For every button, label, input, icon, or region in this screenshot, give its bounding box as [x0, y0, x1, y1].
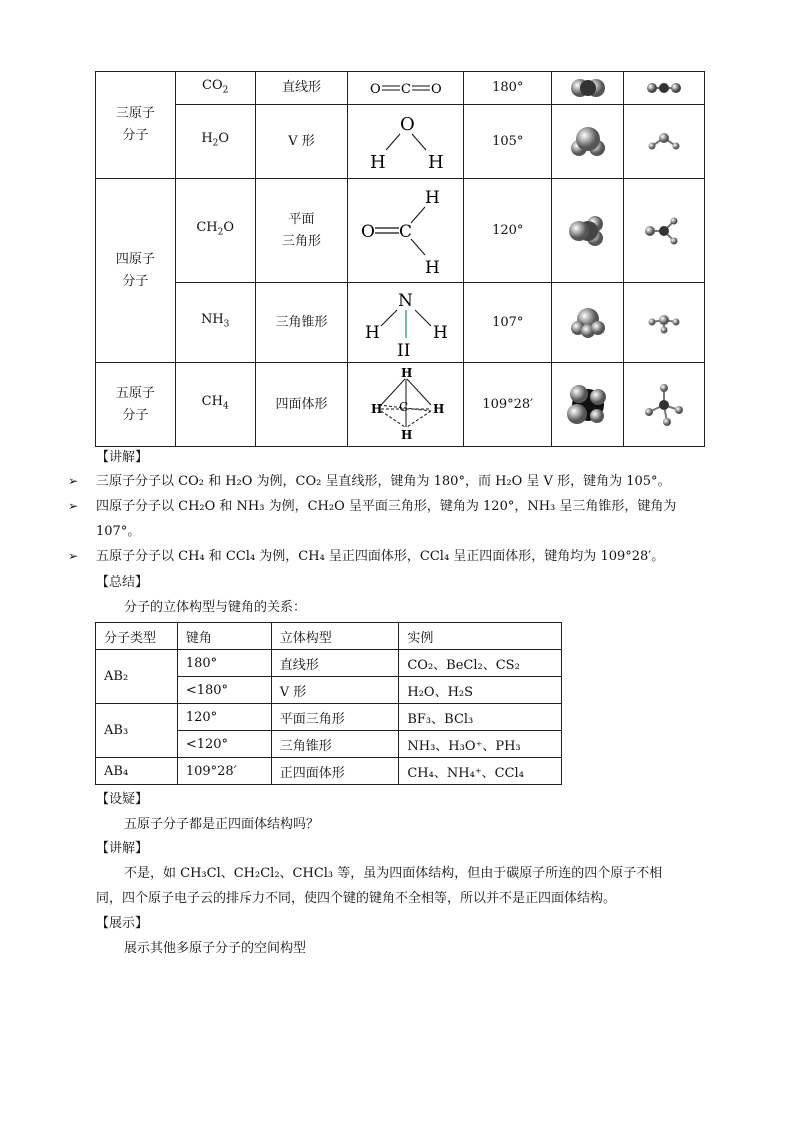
ballstick-ch2o-image — [624, 179, 705, 283]
section-label-question: 【设疑】 — [96, 792, 149, 807]
formula-co2: $CO_2$ — [175, 72, 255, 105]
explain-bullet-3: 五原子分子以 CH₄ 和 CCl₄ 为例，CH₄ 呈正四面体形，CCl₄ 呈正四面体形，键角均为 109°28′。 — [96, 549, 665, 564]
table-row — [96, 283, 705, 363]
type-cell: AB₂ — [96, 650, 178, 704]
type-cell: AB₄ — [96, 758, 178, 785]
svg-text:H: H — [400, 427, 413, 442]
angle-cell: 180° — [177, 650, 271, 677]
svg-text:H: H — [370, 401, 383, 416]
atom-o: O — [369, 82, 381, 97]
svg-text:H: H — [432, 401, 445, 416]
svg-text:O: O — [360, 221, 375, 242]
header-cell: 立体构型 — [271, 623, 399, 650]
svg-text:H: H — [427, 151, 444, 173]
section-label-show: 【展示】 — [96, 916, 149, 931]
header-cell: 键角 — [177, 623, 271, 650]
angle-cell: 109°28′ — [177, 758, 271, 785]
example-cell: NH₃、H₃O⁺、PH₃ — [399, 731, 562, 758]
explain-bullet-2: 四原子分子以 CH₂O 和 NH₃ 为例，CH₂O 呈平面三角形，键角为 120°，NH₃ 呈三角锥形，键角为 — [96, 499, 677, 514]
example-cell: BF₃、BCl₃ — [399, 704, 562, 731]
table-row — [96, 105, 705, 179]
shape-cell: 四面体形 — [255, 363, 348, 447]
shape-cell: 直线形 — [255, 72, 348, 105]
atom-c: C — [400, 82, 411, 97]
molecule-geometry-table — [95, 71, 705, 447]
shape-cell: 平面三角形 — [271, 704, 399, 731]
shape-cell: V 形 — [271, 677, 399, 704]
svg-text:H: H — [369, 151, 386, 173]
section-label-explain-2: 【讲解】 — [96, 841, 149, 856]
ballstick-co2-image — [624, 72, 705, 105]
angle-cell: 105° — [464, 105, 552, 179]
svg-text:H: H — [400, 365, 413, 380]
formula-nh3: $NH_3$ — [175, 283, 255, 363]
shape-cell: 直线形 — [271, 650, 399, 677]
type-cell: AB₃ — [96, 704, 178, 758]
table-row — [96, 363, 705, 447]
structure-co2 — [348, 72, 464, 105]
spacefill-nh3-image — [552, 283, 624, 363]
show-text: 展示其他多原子分子的空间构型 — [124, 941, 307, 956]
table-row — [96, 72, 705, 105]
table-row — [96, 758, 562, 785]
angle-cell: 107° — [464, 283, 552, 363]
shape-cell: 正四面体形 — [271, 758, 399, 785]
shape-cell: V 形 — [255, 105, 348, 179]
answer-line-1: 不是，如 CH₃Cl、CH₂Cl₂、CHCl₃ 等，虽为四面体结构，但由于碳原子所连的四个原子不相 — [124, 866, 663, 881]
group-triatomic: 三原子 分子 — [96, 72, 176, 179]
explain-bullet-2-cont: 107°。 — [96, 524, 141, 539]
spacefill-ch4-image — [552, 363, 624, 447]
structure-h2o — [348, 105, 464, 179]
angle-cell: 120° — [464, 179, 552, 283]
table-header-row — [96, 623, 562, 650]
shape-cell: 三角锥形 — [271, 731, 399, 758]
spacefill-co2-image — [552, 72, 624, 105]
svg-text:N: N — [397, 290, 413, 311]
group-pentaatomic: 五原子 分子 — [96, 363, 176, 447]
ballstick-nh3-image — [624, 283, 705, 363]
angle-cell: 109°28′ — [464, 363, 552, 447]
svg-text:C: C — [398, 221, 412, 242]
bullet-arrow-icon: ➢ — [68, 499, 79, 513]
structure-nh3 — [348, 283, 464, 363]
header-cell: 实例 — [399, 623, 562, 650]
formula-ch2o: $CH_2O$ — [175, 179, 255, 283]
example-cell: CO₂、BeCl₂、CS₂ — [399, 650, 562, 677]
bullet-arrow-icon: ➢ — [68, 549, 79, 563]
svg-text:H: H — [424, 257, 440, 278]
summary-intro: 分子的立体构型与键角的关系： — [124, 600, 307, 615]
bullet-arrow-icon: ➢ — [68, 474, 79, 488]
question-text: 五原子分子都是正四面体结构吗？ — [124, 817, 320, 832]
svg-text:H: H — [424, 187, 440, 208]
ballstick-h2o-image — [624, 105, 705, 179]
header-cell: 分子类型 — [96, 623, 178, 650]
angle-cell: <120° — [177, 731, 271, 758]
svg-text:II: II — [396, 340, 411, 360]
table-row — [96, 650, 562, 677]
explain-bullet-1: 三原子分子以 CO₂ 和 H₂O 为例，CO₂ 呈直线形，键角为 180°，而 H₂O 呈 V 形，键角为 105°。 — [96, 474, 671, 489]
svg-text:O: O — [399, 113, 415, 135]
angle-shape-table — [95, 622, 562, 785]
formula-ch4: $CH_4$ — [175, 363, 255, 447]
spacefill-ch2o-image — [552, 179, 624, 283]
svg-text:H: H — [364, 322, 380, 343]
example-cell: H₂O、H₂S — [399, 677, 562, 704]
atom-o: O — [430, 82, 442, 97]
ballstick-ch4-image — [624, 363, 705, 447]
structure-ch2o — [348, 179, 464, 283]
angle-cell: <180° — [177, 677, 271, 704]
group-tetraatomic: 四原子 分子 — [96, 179, 176, 363]
shape-cell: 三角锥形 — [255, 283, 348, 363]
table-row — [96, 704, 562, 731]
example-cell: CH₄、NH₄⁺、CCl₄ — [399, 758, 562, 785]
answer-line-2: 同，四个原子电子云的排斥力不同，使四个键的键角不全相等，所以并不是正四面体结构。 — [96, 891, 617, 906]
svg-text:C: C — [398, 399, 408, 414]
angle-cell: 120° — [177, 704, 271, 731]
table-row — [96, 179, 705, 283]
shape-cell: 平面 三角形 — [255, 179, 348, 283]
formula-h2o: $H_2O$ — [175, 105, 255, 179]
section-label-summary: 【总结】 — [96, 575, 149, 590]
svg-text:H: H — [432, 322, 448, 343]
spacefill-h2o-image — [552, 105, 624, 179]
section-label-explain: 【讲解】 — [96, 450, 149, 465]
structure-ch4 — [348, 363, 464, 447]
angle-cell: 180° — [464, 72, 552, 105]
